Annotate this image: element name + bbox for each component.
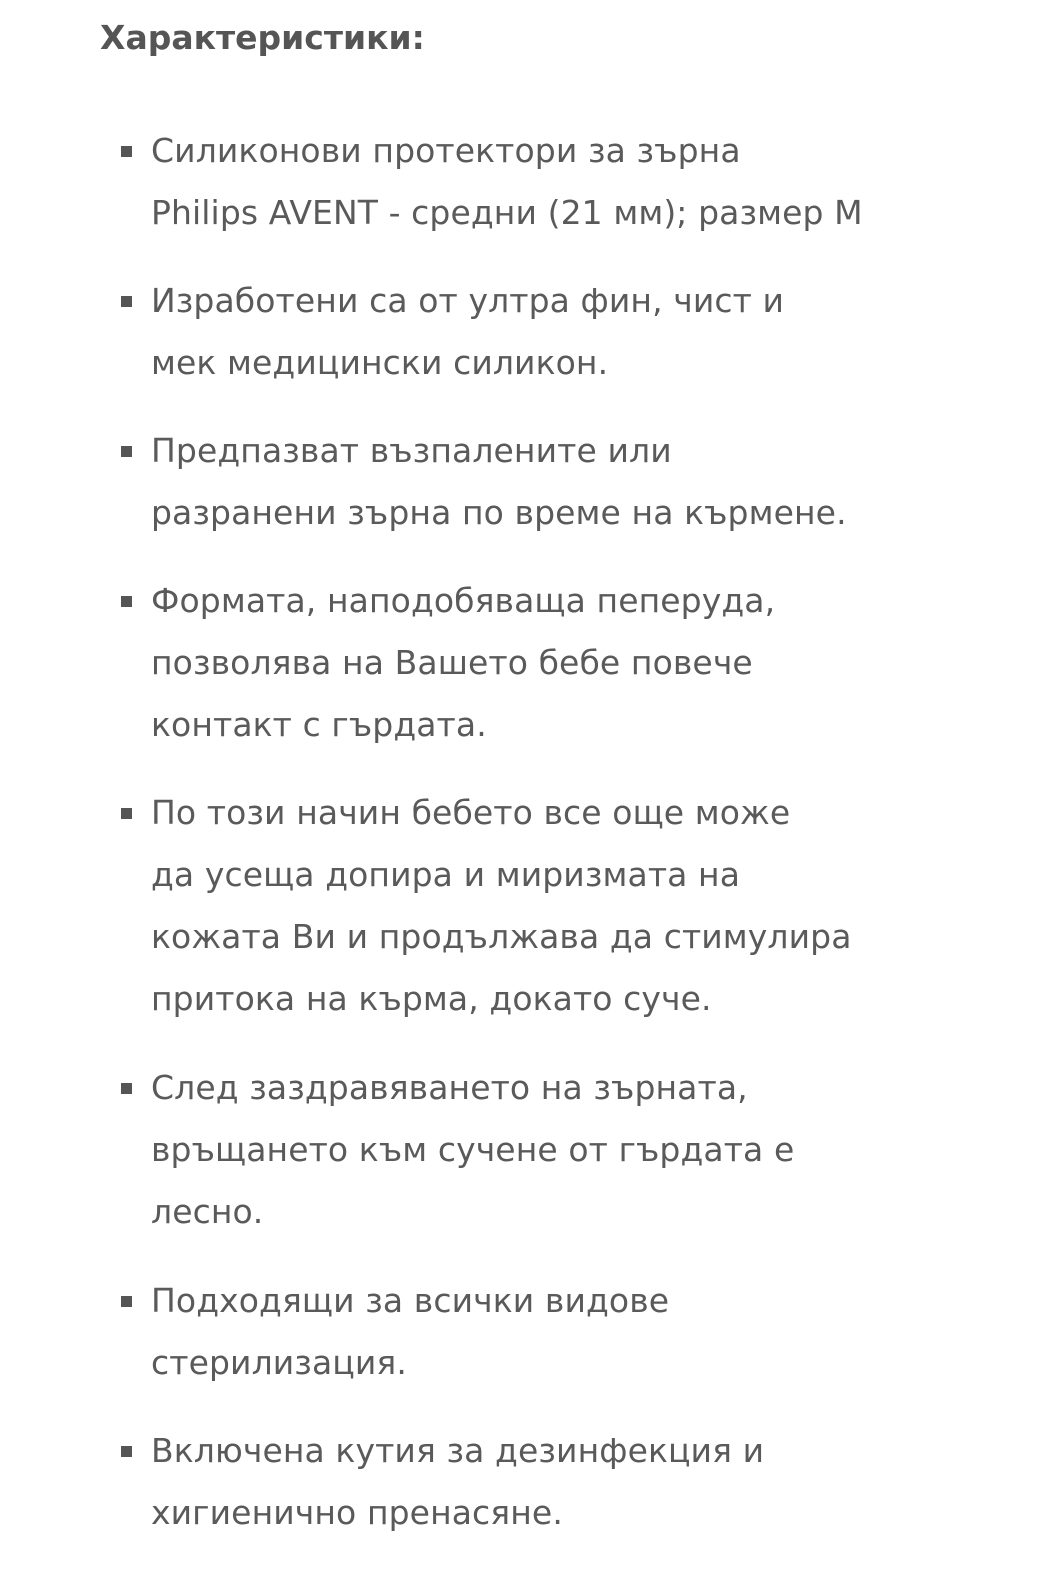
feature-text-line: кожата Ви и продължава да стимулира xyxy=(151,917,852,956)
feature-text-line: стерилизация. xyxy=(151,1343,407,1382)
feature-text-line: лесно. xyxy=(151,1192,264,1231)
section-heading: Характеристики: xyxy=(100,18,425,57)
feature-text-line: връщането към сучене от гърдата е xyxy=(151,1130,795,1169)
feature-text-line: да усеща допира и миризмата на xyxy=(151,855,741,894)
feature-text-line: мек медицински силикон. xyxy=(151,343,609,382)
bullet-icon xyxy=(121,808,132,819)
feature-text-line: хигиенично пренасяне. xyxy=(151,1493,563,1532)
feature-text-line: Предпазват възпалените или xyxy=(151,431,672,470)
feature-text-line: Силиконови протектори за зърна xyxy=(151,131,741,170)
feature-text-line: Подходящи за всички видове xyxy=(151,1281,670,1320)
feature-text-line: притока на кърма, докато суче. xyxy=(151,979,712,1018)
bullet-icon xyxy=(121,1296,132,1307)
bullet-icon xyxy=(121,446,132,457)
feature-text-line: позволява на Вашето бебе повече xyxy=(151,643,753,682)
bullet-icon xyxy=(121,146,132,157)
feature-text-line: Формата, наподобяваща пеперуда, xyxy=(151,581,776,620)
bullet-icon xyxy=(121,296,132,307)
feature-text-line: Включена кутия за дезинфекция и xyxy=(151,1431,765,1470)
feature-text-line: контакт с гърдата. xyxy=(151,705,487,744)
bullet-icon xyxy=(121,1446,132,1457)
feature-text-line: По този начин бебето все още може xyxy=(151,793,791,832)
bullet-icon xyxy=(121,1083,132,1094)
feature-text-line: Изработени са от ултра фин, чист и xyxy=(151,281,785,320)
feature-text-line: разранени зърна по време на кърмене. xyxy=(151,493,847,532)
bullet-icon xyxy=(121,596,132,607)
feature-text-line: Philips AVENT - средни (21 мм); размер M xyxy=(151,193,863,232)
feature-text-line: След заздравяването на зърната, xyxy=(151,1068,748,1107)
